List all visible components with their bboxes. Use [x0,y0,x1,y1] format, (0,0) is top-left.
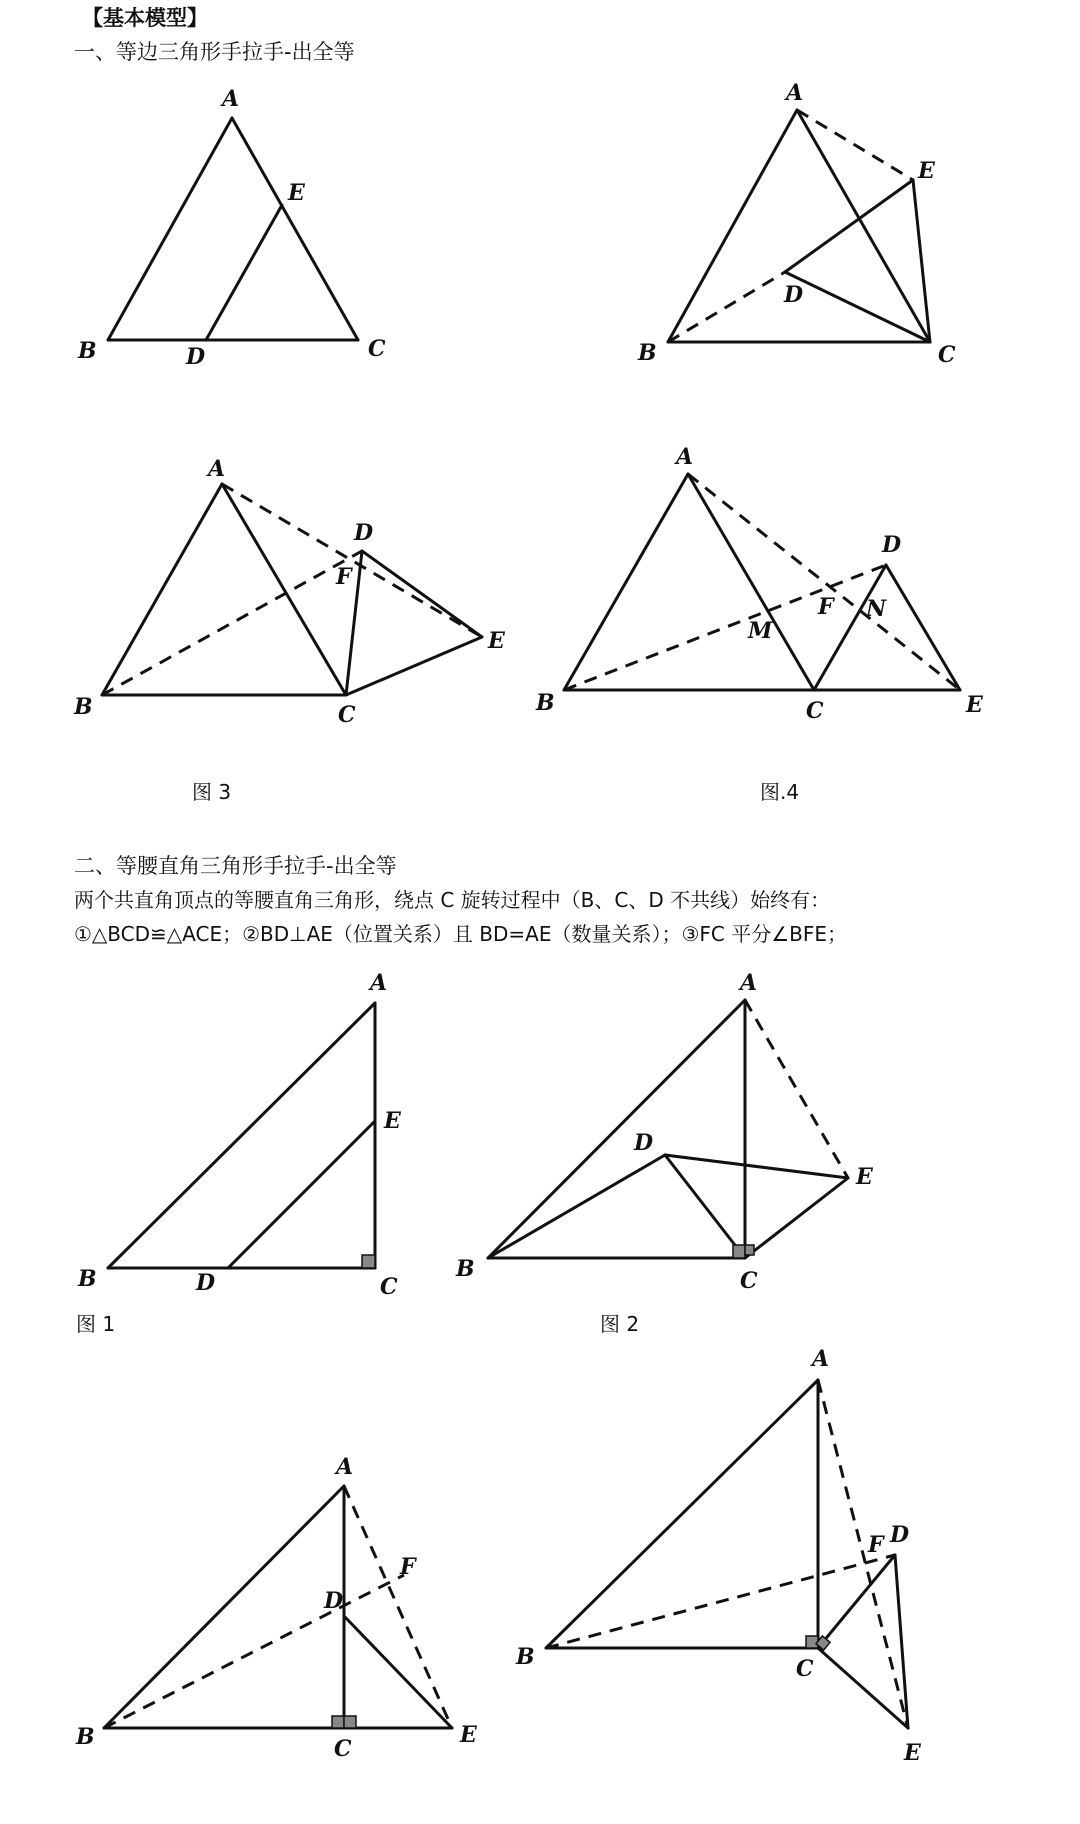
label-C: C [938,342,956,368]
page-title: 【基本模型】 [82,6,208,30]
label-D: D [882,532,902,558]
diagram-fig2 [455,970,874,1294]
caption-fig4: 图.4 [760,780,800,804]
label-D: D [784,282,804,308]
diagram-rotated-4 [515,1346,922,1766]
label-A: A [740,970,758,996]
label-B: B [638,340,657,366]
label-F: F [400,1554,416,1580]
diagram-fig1 [77,970,402,1300]
caption-fig2: 图 2 [600,1312,640,1336]
section-2-heading: 二、等腰直角三角形手拉手-出全等 [74,854,397,878]
label-A: A [208,456,226,482]
label-D: D [186,344,206,370]
label-D: D [324,1588,344,1614]
label-F: F [336,564,352,590]
label-C: C [806,698,824,724]
label-B: B [78,338,97,364]
label-E: E [460,1722,477,1748]
description-line-2: ①△BCD≌△ACE；②BD⊥AE（位置关系）且 BD=AE（数量关系）；③FC 平分∠BFE； [74,922,848,946]
label-D: D [196,1270,216,1296]
label-C: C [334,1736,352,1762]
label-E: E [904,1740,921,1766]
label-E: E [384,1108,401,1134]
label-A: A [812,1346,830,1372]
label-C: C [368,336,386,362]
label-A: A [336,1454,354,1480]
label-B: B [536,690,555,716]
label-E: E [856,1164,873,1190]
label-B: B [74,694,93,720]
label-A: A [370,970,388,996]
diagram-equilateral-basic [77,86,386,370]
label-E: E [966,692,983,718]
label-D: D [634,1130,654,1156]
label-A: A [222,86,240,112]
label-A: A [676,444,694,470]
diagram-fig4 [535,444,984,724]
label-E: E [288,180,305,206]
label-B: B [516,1644,535,1670]
label-C: C [740,1268,758,1294]
caption-fig3: 图 3 [192,780,232,804]
label-B: B [78,1266,97,1292]
label-A: A [786,80,804,106]
diagram-rotated-3 [75,1454,478,1762]
label-N: N [866,596,887,622]
label-E: E [918,158,935,184]
label-B: B [456,1256,475,1282]
label-E: E [488,628,505,654]
label-D: D [890,1522,910,1548]
label-B: B [76,1724,95,1750]
description-line-1: 两个共直角顶点的等腰直角三角形，绕点 C 旋转过程中（B、C、D 不共线）始终有： [74,888,831,912]
diagram-fig3 [73,456,506,728]
label-C: C [380,1274,398,1300]
section-1-heading: 一、等边三角形手拉手-出全等 [74,40,355,64]
label-C: C [796,1656,814,1682]
label-C: C [338,702,356,728]
label-F: F [868,1532,884,1558]
diagram-equilateral-rotated [637,80,956,368]
label-M: M [748,618,773,644]
label-D: D [354,520,374,546]
caption-fig1: 图 1 [76,1312,116,1336]
label-F: F [818,594,834,620]
